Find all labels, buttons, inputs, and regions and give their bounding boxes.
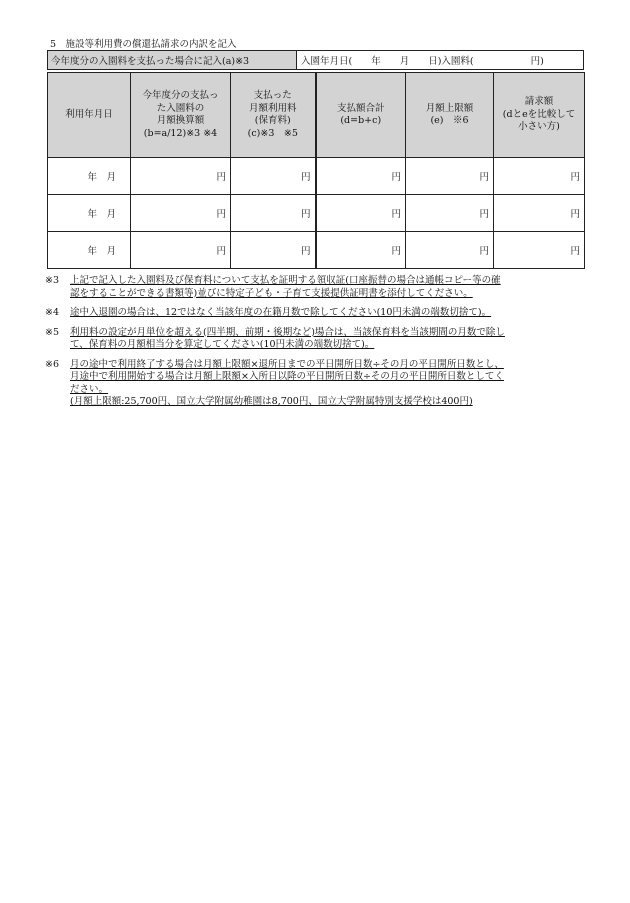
header-usage-date (48, 73, 131, 158)
header-line: (d=b+c) (340, 115, 382, 126)
header-line: (dとeを比較して (502, 108, 576, 120)
note-line: て、保育料の月額相当分を算定してください(10円未満の端数切捨て)。 (70, 339, 375, 350)
note-mark: ※3 (45, 275, 60, 286)
total-paid-cell[interactable]: 円 (316, 158, 406, 195)
note-line: 月の途中で利用終了する場合は月額上限額×退所日までの平日開所日数÷その月の平日開所日数とし、 (70, 358, 504, 370)
header-claim-amount (494, 73, 585, 158)
note-line: 途中入退園の場合は、12ではなく当該年度の在籍月数で除してください(10円未満の端数切捨て)。 (70, 307, 492, 318)
section-title: 5 施設等利用費の償還払請求の内訳を記入 (50, 39, 237, 50)
usage-fee-table (47, 72, 585, 269)
note-3 (45, 275, 590, 300)
admission-fee-field[interactable]: 入園年月日( 年 月 日)入園料( 円) (301, 56, 544, 67)
header-line: 支払額合計 (336, 102, 385, 114)
note-line: 月途中で利用開始する場合は月額上限額×入所日以降の平日開所日数÷その月の平日開所日数としてく (70, 371, 504, 382)
header-line: 小さい方) (518, 121, 560, 133)
header-line: 利用年月日 (65, 108, 113, 120)
admission-monthly-cell[interactable]: 円 (131, 232, 231, 269)
monthly-fee-cell[interactable]: 円 (231, 195, 316, 232)
header-line: (b=a/12)※3 ※4 (143, 127, 218, 139)
header-line: 支払った (253, 90, 292, 101)
header-monthly-admission (131, 73, 231, 158)
note-6 (45, 359, 590, 409)
header-monthly-fee (231, 73, 316, 158)
admission-monthly-cell[interactable]: 円 (131, 195, 231, 232)
monthly-limit-cell[interactable]: 円 (406, 232, 494, 269)
note-mark: ※6 (45, 358, 60, 370)
header-line: 請求額 (524, 96, 554, 108)
note-line: 利用料の設定が月単位を超える(四半期、前期・後期など)場合は、当該保育料を当該期間の月数で除し (70, 326, 505, 338)
usage-date-cell[interactable]: 年 月 (48, 232, 131, 269)
header-total-paid (316, 73, 406, 158)
header-line: 月額利用料 (248, 102, 297, 114)
header-line: 月額換算額 (156, 115, 205, 126)
note-mark: ※5 (45, 326, 60, 338)
header-line: た入園料の (156, 102, 205, 114)
monthly-fee-cell[interactable]: 円 (231, 232, 316, 269)
monthly-limit-cell[interactable]: 円 (406, 195, 494, 232)
table-row (48, 158, 585, 195)
admission-fee-label: 今年度分の入園料を支払った場合に記入(a)※3 (48, 51, 297, 69)
claim-amount-cell[interactable]: 円 (494, 158, 585, 195)
monthly-fee-cell[interactable]: 円 (231, 158, 316, 195)
table-header-row (48, 73, 585, 158)
table-row (48, 195, 585, 232)
notes-section (45, 275, 590, 416)
note-4 (45, 307, 590, 320)
note-5 (45, 327, 590, 352)
header-line: 月額上限額 (425, 102, 474, 114)
table-row (48, 232, 585, 269)
note-line: (月額上限額:25,700円、国立大学附属幼稚園は8,700円、国立大学附属特別支援学校は400円) (70, 396, 473, 407)
claim-amount-cell[interactable]: 円 (494, 195, 585, 232)
note-line: ださい。 (70, 383, 109, 395)
note-line: 上記で記入した入園料及び保育料について支払を証明する領収証(口座振替の場合は通帳コピー等の確 (70, 275, 501, 286)
admission-monthly-cell[interactable]: 円 (131, 158, 231, 195)
monthly-limit-cell[interactable]: 円 (406, 158, 494, 195)
header-line: (c)※3 ※5 (247, 127, 298, 139)
note-line: 認をすることができる書類等)並びに特定子ども・子育て支援提供証明書を添付してください。 (70, 287, 473, 299)
header-line: (保育料) (254, 115, 291, 126)
usage-date-cell[interactable]: 年 月 (48, 158, 131, 195)
header-line: (e) ※6 (430, 115, 469, 126)
total-paid-cell[interactable]: 円 (316, 195, 406, 232)
claim-amount-cell[interactable]: 円 (494, 232, 585, 269)
header-line: 今年度分の支払っ (142, 90, 219, 101)
admission-fee-row (47, 50, 584, 70)
note-mark: ※4 (45, 307, 60, 318)
header-monthly-limit (406, 73, 494, 158)
total-paid-cell[interactable]: 円 (316, 232, 406, 269)
usage-date-cell[interactable]: 年 月 (48, 195, 131, 232)
